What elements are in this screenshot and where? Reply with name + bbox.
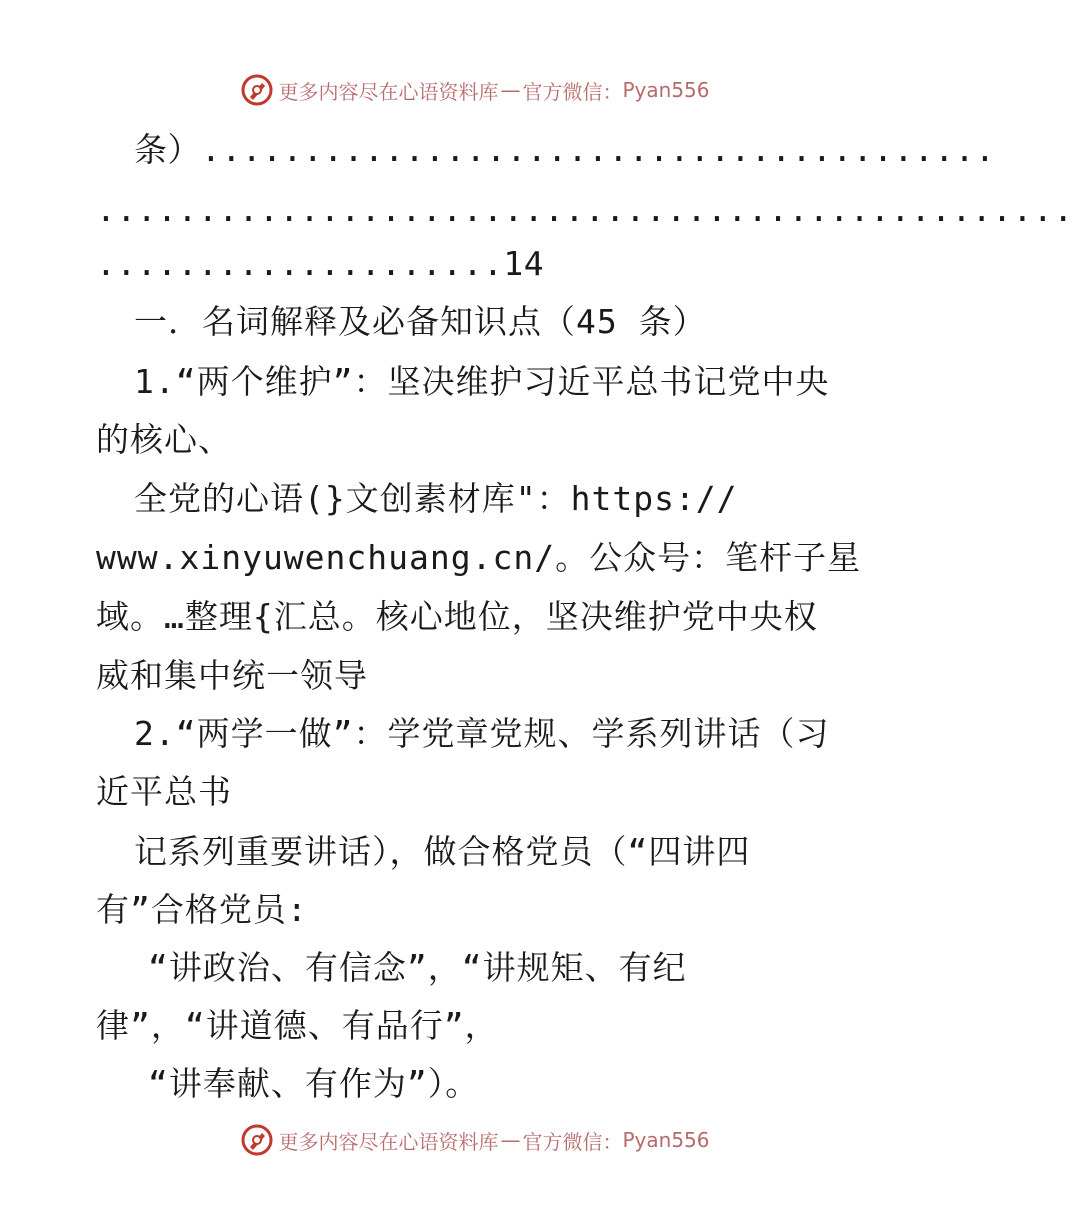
watermark-header <box>0 70 950 110</box>
item-2-line-2: 近平总书 <box>96 772 232 811</box>
item-2-line-4: 有”合格党员: <box>96 890 308 929</box>
toc-line-3: ....................14 <box>96 244 545 283</box>
watermark-official: 官方微信： <box>522 79 623 104</box>
item-2-line-1: 2.“两学一做”：学党章党规、学系列讲话（习 <box>134 714 830 753</box>
item-1-line-2: 的核心、 <box>96 420 232 459</box>
pen-logo-icon <box>240 73 274 107</box>
toc-line-2: ................................................ <box>96 190 1074 229</box>
watermark-text: 更多内容尽在心语资料库 <box>278 1129 499 1154</box>
item-1-line-3: 全党的心语(}文创素材库"：https:// <box>134 479 738 518</box>
item-1-line-1: 1.“两个维护”：坚决维护习近平总书记党中央 <box>134 362 830 401</box>
watermark-official: 官方微信： <box>522 1129 623 1154</box>
item-2-line-7: “讲奉献、有作为”）。 <box>148 1064 480 1103</box>
watermark-dash: — <box>500 1128 521 1152</box>
watermark-footer <box>0 1120 950 1160</box>
item-2-line-3: 记系列重要讲话），做合格党员（“四讲四 <box>134 832 751 871</box>
item-1-line-4: www.xinyuwenchuang.cn/。公众号：笔杆子星 <box>96 538 862 577</box>
item-2-line-5: “讲政治、有信念”，“讲规矩、有纪 <box>148 948 687 987</box>
item-1-line-5: 域。…整理{汇总。核心地位，坚决维护党中央权 <box>96 597 818 636</box>
watermark-dash: — <box>500 78 521 102</box>
section-heading: 一．名词解释及必备知识点（45 条） <box>134 302 707 341</box>
watermark-text: 更多内容尽在心语资料库 <box>278 79 499 104</box>
watermark-id: Pyan556 <box>622 78 710 102</box>
pen-logo-icon <box>240 1123 274 1157</box>
toc-line-1: 条）....................................... <box>134 130 996 169</box>
watermark-id: Pyan556 <box>622 1128 710 1152</box>
item-1-line-6: 威和集中统一领导 <box>96 656 368 695</box>
item-2-line-6: 律”，“讲道德、有品行”， <box>96 1006 499 1045</box>
